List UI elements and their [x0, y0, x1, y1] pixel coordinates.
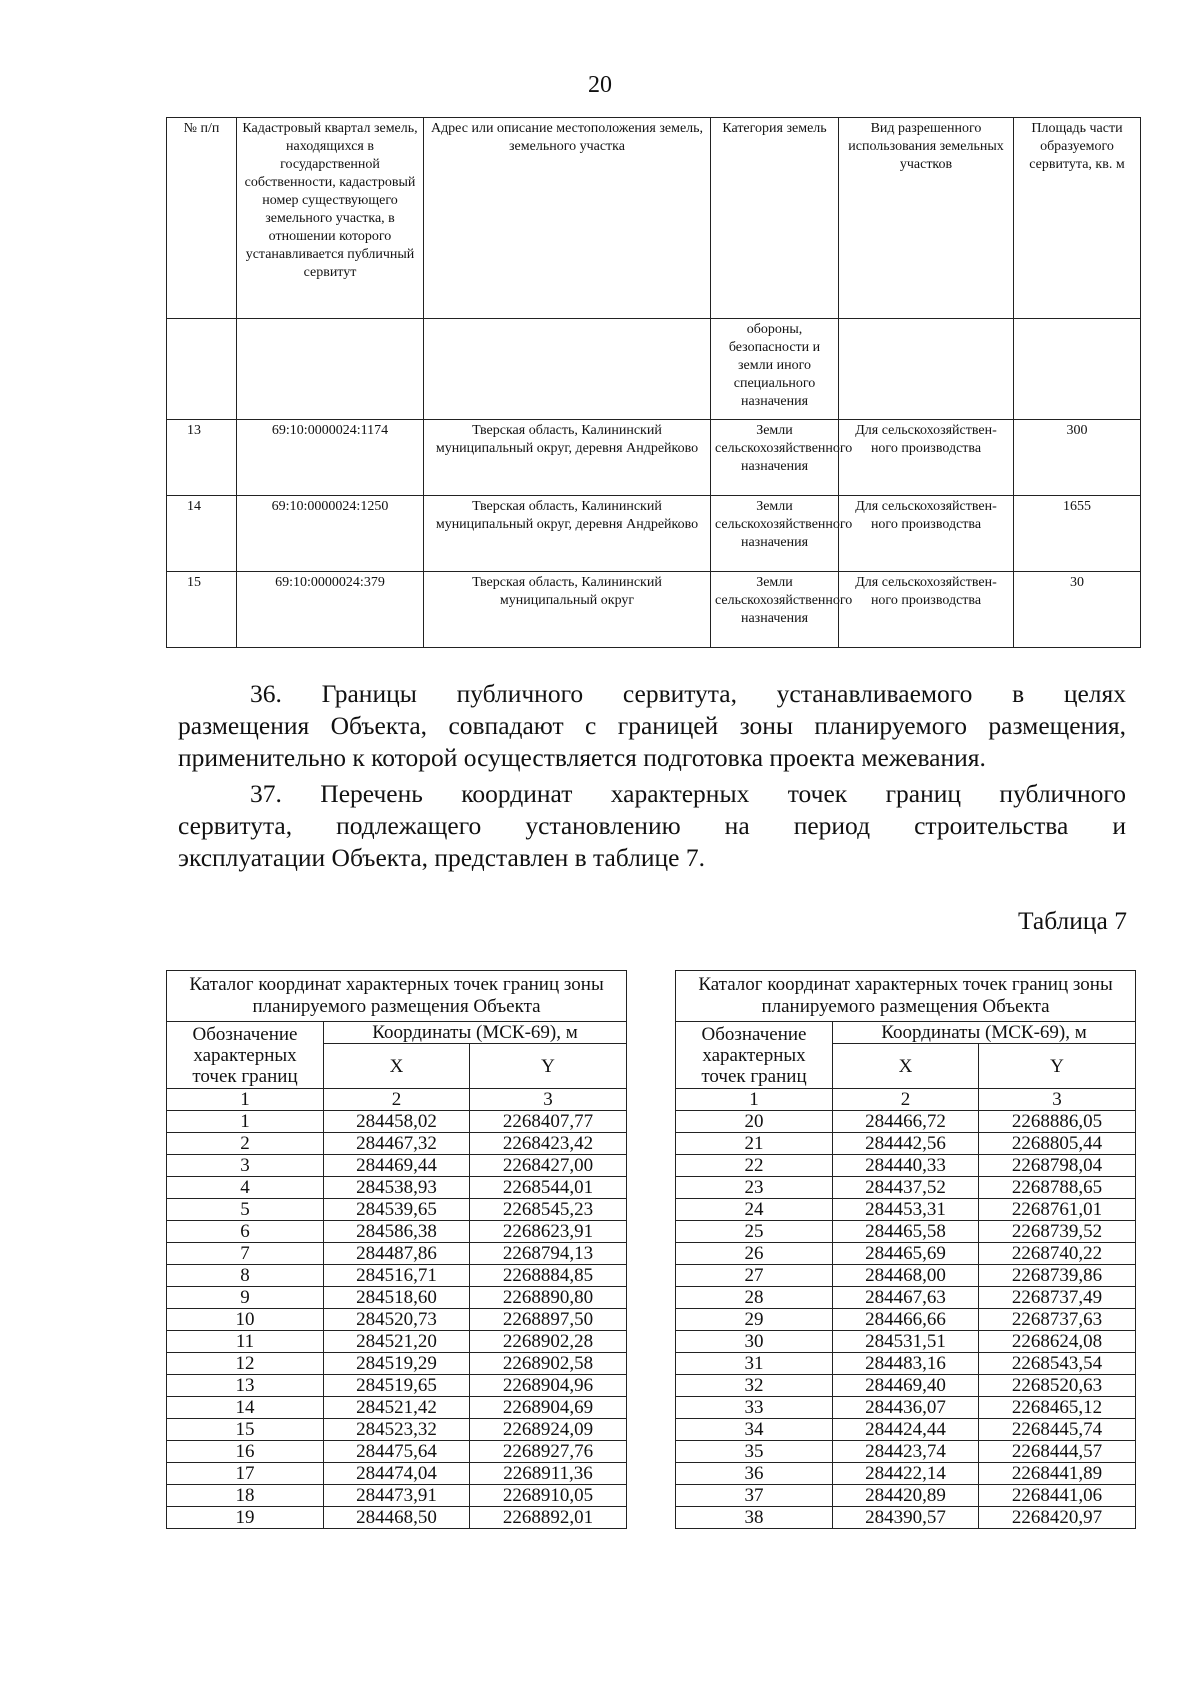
- coord-point-id: 22: [676, 1155, 833, 1177]
- coord-row: [167, 1155, 627, 1177]
- coord-row: [167, 1485, 627, 1507]
- coord-x-value: 284518,60: [324, 1287, 470, 1309]
- paragraph-line: сервитута, подлежащего установлению на период строительства и: [178, 811, 1126, 840]
- coord-point-id: 12: [167, 1353, 324, 1375]
- coord-x-value: 284467,32: [324, 1133, 470, 1155]
- coord-x-value: 284539,65: [324, 1199, 470, 1221]
- coord-header-row: [167, 1022, 627, 1044]
- coord-point-id: 35: [676, 1441, 833, 1463]
- table-row: [167, 572, 1141, 648]
- coord-x-value: 284422,14: [833, 1463, 979, 1485]
- coord-row: [676, 1397, 1136, 1419]
- coord-x-value: 284423,74: [833, 1441, 979, 1463]
- coord-y-value: 2268543,54: [979, 1353, 1136, 1375]
- coord-header-row: [676, 1022, 1136, 1044]
- coord-y-value: 2268445,74: [979, 1419, 1136, 1441]
- coord-x-value: 284523,32: [324, 1419, 470, 1441]
- coord-x-value: 284474,04: [324, 1463, 470, 1485]
- page-number: 20: [588, 72, 612, 98]
- header-permitted-use: Вид разрешенного использования земельных участков: [839, 118, 1014, 319]
- coord-row: [167, 1177, 627, 1199]
- coord-y-value: 2268441,89: [979, 1463, 1136, 1485]
- coord-row: [676, 1309, 1136, 1331]
- coord-rows: [676, 1111, 1136, 1529]
- coord-point-id: 36: [676, 1463, 833, 1485]
- paragraph-line: применительно к которой осуществляется подготовка проекта межевания.: [178, 743, 986, 772]
- coord-row: [676, 1177, 1136, 1199]
- coord-row: [676, 1375, 1136, 1397]
- coord-y-value: 2268904,96: [470, 1375, 627, 1397]
- coord-x-value: 284538,93: [324, 1177, 470, 1199]
- coord-point-id: 32: [676, 1375, 833, 1397]
- coord-catalog-row: [167, 971, 627, 1022]
- coord-col-number: 2: [324, 1089, 470, 1111]
- coord-point-id: 28: [676, 1287, 833, 1309]
- coord-y-value: 2268886,05: [979, 1111, 1136, 1133]
- coord-y-value: 2268423,42: [470, 1133, 627, 1155]
- coord-x-value: 284468,00: [833, 1265, 979, 1287]
- coord-y-value: 2268465,12: [979, 1397, 1136, 1419]
- coord-x-value: 284442,56: [833, 1133, 979, 1155]
- coordinate-table-left: [166, 970, 627, 1529]
- coord-row: [676, 1133, 1136, 1155]
- coord-header-y: Y: [470, 1044, 627, 1089]
- coord-point-id: 37: [676, 1485, 833, 1507]
- cell-address: Тверская область, Калининский муниципальный округ, деревня Андрейково: [424, 496, 711, 572]
- coord-row: [167, 1243, 627, 1265]
- coord-row: [167, 1309, 627, 1331]
- coord-header-x: X: [833, 1044, 979, 1089]
- coord-y-value: 2268739,52: [979, 1221, 1136, 1243]
- coord-point-id: 15: [167, 1419, 324, 1441]
- cell-number: 14: [167, 496, 237, 572]
- coord-point-id: 18: [167, 1485, 324, 1507]
- coord-point-id: 3: [167, 1155, 324, 1177]
- coord-point-id: 33: [676, 1397, 833, 1419]
- coord-y-value: 2268910,05: [470, 1485, 627, 1507]
- coord-x-value: 284483,16: [833, 1353, 979, 1375]
- cell-number: 13: [167, 420, 237, 496]
- coord-point-id: 25: [676, 1221, 833, 1243]
- cell-permitted-use: Для сельскохозяйствен-ного производства: [839, 496, 1014, 572]
- coord-row: [676, 1419, 1136, 1441]
- cell: [424, 319, 711, 420]
- coord-x-value: 284466,66: [833, 1309, 979, 1331]
- coord-x-value: 284440,33: [833, 1155, 979, 1177]
- header-address: Адрес или описание местоположения земель, земельного участка: [424, 118, 711, 319]
- table-row: [167, 420, 1141, 496]
- cell-cadastral: 69:10:0000024:1250: [237, 496, 424, 572]
- cell-address: Тверская область, Калининский муниципальный округ: [424, 572, 711, 648]
- coord-point-id: 10: [167, 1309, 324, 1331]
- coord-x-value: 284487,86: [324, 1243, 470, 1265]
- cell-category: Земли сельскохозяйственного назначения: [711, 572, 839, 648]
- coord-point-id: 34: [676, 1419, 833, 1441]
- cell-cadastral: 69:10:0000024:1174: [237, 420, 424, 496]
- coord-y-value: 2268420,97: [979, 1507, 1136, 1529]
- coord-y-value: 2268890,80: [470, 1287, 627, 1309]
- coord-y-value: 2268897,50: [470, 1309, 627, 1331]
- table-caption: Таблица 7: [1017, 906, 1127, 935]
- table-header-row: [167, 118, 1141, 319]
- cell-category: Земли сельскохозяйственного назначения: [711, 496, 839, 572]
- coord-point-id: 21: [676, 1133, 833, 1155]
- coord-row: [167, 1441, 627, 1463]
- coord-column-numbers-row: [167, 1089, 627, 1111]
- header-category: Категория земель: [711, 118, 839, 319]
- coord-row: [676, 1265, 1136, 1287]
- coord-y-value: 2268737,63: [979, 1309, 1136, 1331]
- table-row-continuation: [167, 319, 1141, 420]
- coord-y-value: 2268927,76: [470, 1441, 627, 1463]
- cell-category: обороны, безопасности и земли иного специального назначения: [711, 319, 839, 420]
- coord-y-value: 2268902,58: [470, 1353, 627, 1375]
- coord-point-id: 30: [676, 1331, 833, 1353]
- coord-header-designation: Обозначение характерных точек границ: [676, 1022, 833, 1089]
- coord-y-value: 2268902,28: [470, 1331, 627, 1353]
- coord-y-value: 2268924,09: [470, 1419, 627, 1441]
- coord-y-value: 2268520,63: [979, 1375, 1136, 1397]
- coord-y-value: 2268737,49: [979, 1287, 1136, 1309]
- coord-x-value: 284436,07: [833, 1397, 979, 1419]
- coord-y-value: 2268427,00: [470, 1155, 627, 1177]
- coord-row: [676, 1221, 1136, 1243]
- coord-col-number: 3: [470, 1089, 627, 1111]
- coord-point-id: 11: [167, 1331, 324, 1353]
- coord-x-value: 284519,29: [324, 1353, 470, 1375]
- coord-x-value: 284465,69: [833, 1243, 979, 1265]
- coord-point-id: 31: [676, 1353, 833, 1375]
- coord-point-id: 8: [167, 1265, 324, 1287]
- coord-x-value: 284586,38: [324, 1221, 470, 1243]
- coord-row: [167, 1111, 627, 1133]
- coord-header-coordinates: Координаты (МСК-69), м: [833, 1022, 1136, 1044]
- coord-y-value: 2268884,85: [470, 1265, 627, 1287]
- cell-permitted-use: Для сельскохозяйствен-ного производства: [839, 572, 1014, 648]
- cell: [237, 319, 424, 420]
- coord-header-x: X: [324, 1044, 470, 1089]
- cell: [839, 319, 1014, 420]
- coord-col-number: 1: [676, 1089, 833, 1111]
- coord-row: [676, 1331, 1136, 1353]
- coord-x-value: 284521,20: [324, 1331, 470, 1353]
- coord-point-id: 17: [167, 1463, 324, 1485]
- coord-column-numbers-row: [676, 1089, 1136, 1111]
- coord-x-value: 284520,73: [324, 1309, 470, 1331]
- coord-col-number: 3: [979, 1089, 1136, 1111]
- coord-point-id: 23: [676, 1177, 833, 1199]
- cell-number: 15: [167, 572, 237, 648]
- coord-row: [167, 1331, 627, 1353]
- coord-y-value: 2268904,69: [470, 1397, 627, 1419]
- coord-x-value: 284468,50: [324, 1507, 470, 1529]
- coord-point-id: 7: [167, 1243, 324, 1265]
- coord-point-id: 14: [167, 1397, 324, 1419]
- coord-x-value: 284390,57: [833, 1507, 979, 1529]
- coord-header-designation: Обозначение характерных точек границ: [167, 1022, 324, 1089]
- coord-x-value: 284467,63: [833, 1287, 979, 1309]
- paragraph-36: [178, 678, 1126, 774]
- coord-catalog-row: [676, 971, 1136, 1022]
- coord-row: [167, 1199, 627, 1221]
- cell-category: Земли сельскохозяйственного назначения: [711, 420, 839, 496]
- header-area: Площадь части образуемого сервитута, кв. м: [1014, 118, 1141, 319]
- cell: [167, 319, 237, 420]
- coord-point-id: 19: [167, 1507, 324, 1529]
- coord-x-value: 284473,91: [324, 1485, 470, 1507]
- coord-x-value: 284420,89: [833, 1485, 979, 1507]
- coord-y-value: 2268624,08: [979, 1331, 1136, 1353]
- cell-area: 30: [1014, 572, 1141, 648]
- coord-y-value: 2268911,36: [470, 1463, 627, 1485]
- coord-row: [676, 1199, 1136, 1221]
- coord-point-id: 5: [167, 1199, 324, 1221]
- coord-x-value: 284466,72: [833, 1111, 979, 1133]
- coord-row: [676, 1111, 1136, 1133]
- coord-col-number: 2: [833, 1089, 979, 1111]
- coord-point-id: 2: [167, 1133, 324, 1155]
- coord-point-id: 13: [167, 1375, 324, 1397]
- cell-permitted-use: Для сельскохозяйствен-ного производства: [839, 420, 1014, 496]
- coord-row: [167, 1221, 627, 1243]
- coord-x-value: 284465,58: [833, 1221, 979, 1243]
- coord-y-value: 2268739,86: [979, 1265, 1136, 1287]
- cell-area: 300: [1014, 420, 1141, 496]
- coord-x-value: 284475,64: [324, 1441, 470, 1463]
- coord-x-value: 284531,51: [833, 1331, 979, 1353]
- coord-catalog-title: Каталог координат характерных точек границ зоны планируемого размещения Объекта: [167, 971, 627, 1022]
- paragraph-line: 37. Перечень координат характерных точек границ публичного: [250, 779, 1126, 808]
- coord-y-value: 2268544,01: [470, 1177, 627, 1199]
- coord-row: [676, 1287, 1136, 1309]
- paragraph-line: эксплуатации Объекта, представлен в таблице 7.: [178, 843, 705, 872]
- coord-y-value: 2268892,01: [470, 1507, 627, 1529]
- coord-y-value: 2268761,01: [979, 1199, 1136, 1221]
- coord-point-id: 26: [676, 1243, 833, 1265]
- coord-row: [167, 1397, 627, 1419]
- coord-row: [676, 1463, 1136, 1485]
- coord-x-value: 284469,40: [833, 1375, 979, 1397]
- coord-point-id: 38: [676, 1507, 833, 1529]
- cell: [1014, 319, 1141, 420]
- coord-y-value: 2268407,77: [470, 1111, 627, 1133]
- coord-header-coordinates: Координаты (МСК-69), м: [324, 1022, 627, 1044]
- coord-point-id: 16: [167, 1441, 324, 1463]
- paragraph-37: [178, 778, 1126, 874]
- paragraph-line: 36. Границы публичного сервитута, устанавливаемого в целях: [250, 679, 1126, 708]
- coord-x-value: 284424,44: [833, 1419, 979, 1441]
- coord-point-id: 20: [676, 1111, 833, 1133]
- cell-cadastral: 69:10:0000024:379: [237, 572, 424, 648]
- coord-header-y: Y: [979, 1044, 1136, 1089]
- coord-y-value: 2268623,91: [470, 1221, 627, 1243]
- coord-row: [676, 1485, 1136, 1507]
- coord-y-value: 2268805,44: [979, 1133, 1136, 1155]
- table-row: [167, 496, 1141, 572]
- coord-row: [676, 1441, 1136, 1463]
- coord-row: [167, 1419, 627, 1441]
- coord-col-number: 1: [167, 1089, 324, 1111]
- header-number: № п/п: [167, 118, 237, 319]
- coord-point-id: 4: [167, 1177, 324, 1199]
- cell-area: 1655: [1014, 496, 1141, 572]
- coord-row: [676, 1243, 1136, 1265]
- header-cadastral: Кадастровый квартал земель, находящихся в государственной собственности, кадастровый номер существующего земельного участка, в отношении которого устанавливается публичный сервитут: [237, 118, 424, 319]
- coord-row: [676, 1155, 1136, 1177]
- coordinate-table-right: [675, 970, 1136, 1529]
- coord-y-value: 2268788,65: [979, 1177, 1136, 1199]
- coord-point-id: 6: [167, 1221, 324, 1243]
- coord-row: [167, 1287, 627, 1309]
- coord-row: [167, 1463, 627, 1485]
- coord-y-value: 2268545,23: [470, 1199, 627, 1221]
- coord-y-value: 2268794,13: [470, 1243, 627, 1265]
- coord-x-value: 284521,42: [324, 1397, 470, 1419]
- coord-catalog-title: Каталог координат характерных точек границ зоны планируемого размещения Объекта: [676, 971, 1136, 1022]
- paragraph-line: размещения Объекта, совпадают с границей зоны планируемого размещения,: [178, 711, 1126, 740]
- coord-x-value: 284519,65: [324, 1375, 470, 1397]
- coord-row: [167, 1265, 627, 1287]
- coord-row: [676, 1353, 1136, 1375]
- coord-x-value: 284458,02: [324, 1111, 470, 1133]
- coord-x-value: 284453,31: [833, 1199, 979, 1221]
- coord-point-id: 29: [676, 1309, 833, 1331]
- coord-x-value: 284469,44: [324, 1155, 470, 1177]
- coord-y-value: 2268740,22: [979, 1243, 1136, 1265]
- coord-point-id: 24: [676, 1199, 833, 1221]
- coord-point-id: 27: [676, 1265, 833, 1287]
- coord-row: [167, 1375, 627, 1397]
- cell-address: Тверская область, Калининский муниципальный округ, деревня Андрейково: [424, 420, 711, 496]
- coord-row: [167, 1353, 627, 1375]
- coord-row: [676, 1507, 1136, 1529]
- servitude-table: [166, 117, 1141, 648]
- coord-row: [167, 1507, 627, 1529]
- coord-y-value: 2268798,04: [979, 1155, 1136, 1177]
- coord-row: [167, 1133, 627, 1155]
- coord-x-value: 284516,71: [324, 1265, 470, 1287]
- coord-point-id: 1: [167, 1111, 324, 1133]
- coord-point-id: 9: [167, 1287, 324, 1309]
- coord-y-value: 2268441,06: [979, 1485, 1136, 1507]
- coord-x-value: 284437,52: [833, 1177, 979, 1199]
- coord-rows: [167, 1111, 627, 1529]
- coord-y-value: 2268444,57: [979, 1441, 1136, 1463]
